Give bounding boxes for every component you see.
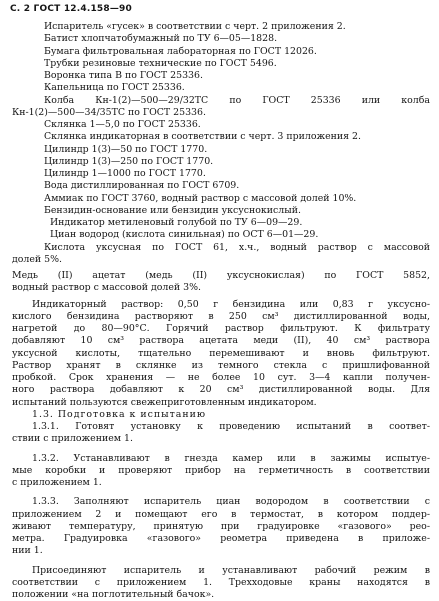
text-line: живают температуру, принятую при градуировке «газового» рео- xyxy=(12,520,430,532)
text-line: Аммиак по ГОСТ 3760, водный раствор с массовой долей 10%. xyxy=(44,192,357,204)
text-line: с приложением 1. xyxy=(12,477,102,488)
text-line: ствии с приложением 1. xyxy=(12,433,133,445)
text-line: метра. Градуировка «газового» реометра приведена в приложе- xyxy=(12,533,430,544)
text-line: Испаритель «гусек» в соответствии с черт. 2 приложения 2. xyxy=(44,21,346,32)
text-line: соответствии с приложением 1. Трехходовые краны находятся в xyxy=(12,576,430,588)
text-line: пробкой. Срок хранения — не более 10 сут. 3—4 капли получен- xyxy=(12,372,430,383)
text-line: Колба Кн-1(2)—500—29/32ТС по ГОСТ 25336 или колба xyxy=(44,94,430,106)
text-line: Присоединяют испаритель и устанавливают рабочий режим в xyxy=(32,564,430,576)
text-line: 1.3.3. Заполняют испаритель циан водородом в соответствии с xyxy=(32,496,430,508)
page-header: С. 2 ГОСТ 12.4.158—90 xyxy=(10,4,132,14)
text-line: приложением 2 и помещают его в термостат, в котором поддер- xyxy=(12,508,430,520)
text-line: Трубки резиновые технические по ГОСТ 5496. xyxy=(44,57,277,69)
text-line: 1.3.2. Устанавливают в гнезда камер или в зажимы испытуе- xyxy=(32,452,430,464)
text-line: Цилиндр 1(3)—50 по ГОСТ 1770. xyxy=(44,143,208,155)
text-line: Цилиндр 1(3)—250 по ГОСТ 1770. xyxy=(44,155,214,167)
section-heading: 1.3. Подготовка к испытанию xyxy=(32,408,207,420)
text-line: Бумага фильтровальная лабораторная по ГОСТ 12026. xyxy=(44,45,317,57)
text-line: долей 5%. xyxy=(12,253,63,265)
text-line: Раствор хранят в склянке из темного стекла с пришлифованной xyxy=(12,359,430,371)
text-line: Воронка типа В по ГОСТ 25336. xyxy=(44,70,203,81)
text-line: водный раствор с массовой долей 3%. xyxy=(12,282,201,294)
text-line: Склянка индикаторная в соответствии с черт. 3 приложения 2. xyxy=(44,131,361,143)
text-line: испытаний пользуются свежеприготовленным индикатором. xyxy=(12,396,317,408)
text-line: Циан водород (кислота синильная) по ОСТ 6—01—29. xyxy=(50,229,319,241)
text-line: положении «на поглотительный бачок». xyxy=(12,589,215,600)
text-line: Цилиндр 1—1000 по ГОСТ 1770. xyxy=(44,168,206,179)
text-line: Медь (II) ацетат (медь (II) уксуснокислая) по ГОСТ 5852, xyxy=(12,270,430,281)
text-line: Кн-1(2)—500—34/35ТС по ГОСТ 25336. xyxy=(12,106,206,118)
text-line: Кислота уксусная по ГОСТ 61, х.ч., водный раствор с массовой xyxy=(44,241,430,253)
text-line: мые коробки и проверяют прибор на герметичность в соответствии xyxy=(12,464,430,476)
text-line: нии 1. xyxy=(12,545,43,557)
text-line: Склянка 1—5,0 по ГОСТ 25336. xyxy=(44,119,201,130)
text-line: нагретой до 80—90°С. Горячий раствор фильтруют. К фильтрату xyxy=(12,323,430,334)
text-line: Индикаторный раствор: 0,50 г бензидина или 0,83 г уксусно- xyxy=(32,298,430,310)
text-line: 1.3.1. Готовят установку к проведению испытаний в соответ- xyxy=(32,421,430,432)
text-line: кислого бензидина растворяют в 250 см³ дистиллированной воды, xyxy=(12,310,430,322)
text-line: ного раствора добавляют к 20 см³ дистиллированной воды. Для xyxy=(12,384,430,396)
text-line: Батист хлопчатобумажный по ТУ 6—05—1828. xyxy=(44,33,278,45)
text-line: Вода дистиллированная по ГОСТ 6709. xyxy=(44,180,240,192)
document-body xyxy=(12,21,430,601)
text-line: Индикатор метиленовый голубой по ТУ 6—09—29. xyxy=(50,217,303,228)
text-line: Бензидин-основание или бензидин уксуснокислый. xyxy=(44,204,301,216)
text-line: Капельница по ГОСТ 25336. xyxy=(44,82,185,94)
text-line: добавляют 10 см³ раствора ацетата меди (II), 40 см³ раствора xyxy=(12,335,430,347)
text-line: уксусной кислоты, тщательно перемешивают и вновь фильтруют. xyxy=(12,347,430,359)
